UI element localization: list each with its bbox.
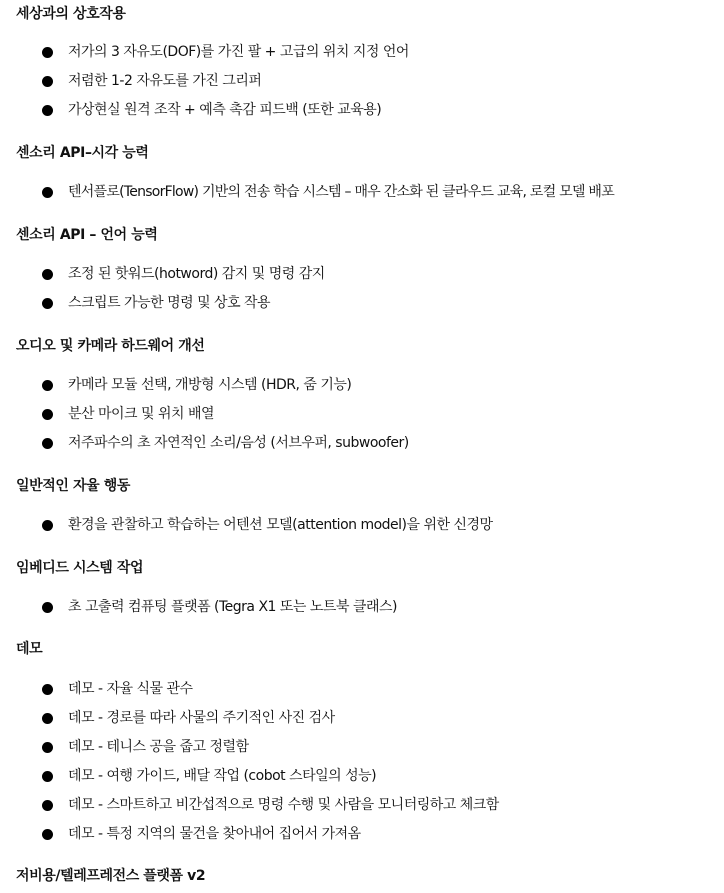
bullet-icon [42, 105, 53, 116]
section-heading: 센소리 API–시각 능력 [16, 145, 149, 161]
bullet-icon [42, 602, 53, 613]
list-item-text: 데모 - 경로를 따라 사물의 주기적인 사진 검사 [68, 710, 335, 726]
bullet-icon [42, 409, 53, 420]
list-item-text: 초 고출력 컴퓨팅 플랫폼 (Tegra X1 또는 노트북 클래스) [68, 599, 397, 615]
list-item-text: 분산 마이크 및 위치 배열 [68, 406, 215, 422]
list-item-text: 카메라 모듈 선택, 개방형 시스템 (HDR, 줌 기능) [68, 377, 352, 393]
bullet-icon [42, 187, 53, 198]
section-heading: 세상과의 상호작용 [16, 6, 126, 22]
bullet-icon [42, 800, 53, 811]
bullet-icon [42, 47, 53, 58]
list-item-text: 조정 된 핫워드(hotword) 감지 및 명령 감지 [68, 266, 325, 282]
bullet-icon [42, 76, 53, 87]
bullet-icon [42, 520, 53, 531]
bullet-icon [42, 380, 53, 391]
section-heading: 임베디드 시스템 작업 [16, 560, 144, 576]
bullet-icon [42, 298, 53, 309]
section-heading: 데모 [16, 641, 43, 657]
section-heading: 저비용/텔레프레전스 플랫폼 v2 [16, 868, 206, 884]
bullet-icon [42, 684, 53, 695]
bullet-icon [42, 269, 53, 280]
list-item-text: 데모 - 테니스 공을 줍고 정렬함 [68, 739, 249, 755]
list-item-text: 저렴한 1-2 자유도를 가진 그리퍼 [68, 73, 262, 89]
list-item-text: 가상현실 원격 조작 + 예측 촉감 피드백 (또한 교육용) [68, 102, 382, 118]
bullet-icon [42, 771, 53, 782]
section-heading: 오디오 및 카메라 하드웨어 개선 [16, 338, 205, 354]
list-item-text: 데모 - 여행 가이드, 배달 작업 (cobot 스타일의 성능) [68, 768, 377, 784]
bullet-icon [42, 742, 53, 753]
section-heading: 일반적인 자율 행동 [16, 478, 130, 494]
list-item-text: 데모 - 자율 식물 관수 [68, 681, 193, 697]
list-item-text: 저주파수의 초 자연적인 소리/음성 (서브우퍼, subwoofer) [68, 435, 409, 451]
bullet-icon [42, 713, 53, 724]
list-item-text: 데모 - 특정 지역의 물건을 찾아내어 집어서 가져옴 [68, 826, 361, 842]
list-item-text: 데모 - 스마트하고 비간섭적으로 명령 수행 및 사람을 모니터링하고 체크함 [68, 797, 499, 813]
bullet-icon [42, 829, 53, 840]
list-item-text: 환경을 관찰하고 학습하는 어텐션 모델(attention model)을 위한 신경망 [68, 517, 493, 533]
list-item-text: 저가의 3 자유도(DOF)를 가진 팔 + 고급의 위치 지정 언어 [68, 44, 409, 60]
section-heading: 센소리 API – 언어 능력 [16, 227, 158, 243]
list-item-text: 스크립트 가능한 명령 및 상호 작용 [68, 295, 271, 311]
bullet-icon [42, 438, 53, 449]
list-item-text: 텐서플로(TensorFlow) 기반의 전송 학습 시스템 – 매우 간소화 된 클라우드 교육, 로컬 모델 배포 [68, 184, 614, 200]
